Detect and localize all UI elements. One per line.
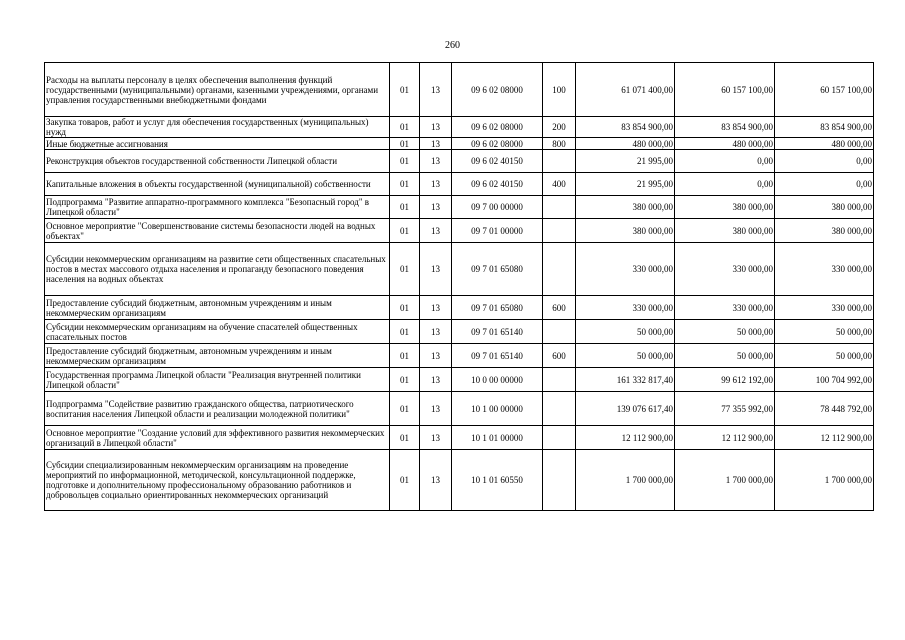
amount-year-2-cell: 12 112 900,00: [675, 426, 775, 450]
expense-type-cell: 800: [543, 138, 576, 150]
amount-year-3-cell: 0,00: [775, 173, 874, 196]
section-code-cell: 01: [390, 138, 420, 150]
expense-type-cell: [543, 196, 576, 219]
section-code-cell: 01: [390, 117, 420, 138]
section-code-cell: 01: [390, 450, 420, 511]
target-article-cell: 09 7 01 65080: [452, 243, 543, 296]
amount-year-3-cell: 83 854 900,00: [775, 117, 874, 138]
expense-type-cell: [543, 320, 576, 344]
subsection-code-cell: 13: [420, 426, 452, 450]
page-number: 260: [445, 40, 460, 51]
amount-year-1-cell: 12 112 900,00: [576, 426, 675, 450]
amount-year-3-cell: 330 000,00: [775, 243, 874, 296]
subsection-code-cell: 13: [420, 138, 452, 150]
expense-type-cell: [543, 368, 576, 392]
section-code-cell: 01: [390, 196, 420, 219]
section-code-cell: 01: [390, 368, 420, 392]
amount-year-1-cell: 50 000,00: [576, 320, 675, 344]
table-row: [45, 63, 874, 117]
amount-year-1-cell: 139 076 617,40: [576, 392, 675, 426]
amount-year-1-cell: 330 000,00: [576, 296, 675, 320]
amount-year-3-cell: 480 000,00: [775, 138, 874, 150]
expense-type-cell: [543, 219, 576, 243]
amount-year-1-cell: 21 995,00: [576, 150, 675, 173]
amount-year-3-cell: 12 112 900,00: [775, 426, 874, 450]
table-row: [45, 450, 874, 511]
subsection-code-cell: 13: [420, 63, 452, 117]
table-row: [45, 344, 874, 368]
subsection-code-cell: 13: [420, 243, 452, 296]
amount-year-2-cell: 0,00: [675, 173, 775, 196]
table-row: [45, 320, 874, 344]
expense-name-cell: Субсидии некоммерческим организациям на обучение спасателей общественных спасательных постов: [45, 320, 390, 344]
target-article-cell: 09 7 01 65140: [452, 344, 543, 368]
target-article-cell: 09 7 01 65140: [452, 320, 543, 344]
amount-year-1-cell: 330 000,00: [576, 243, 675, 296]
expense-name-cell: Субсидии специализированным некоммерческим организациям на проведение мероприятий по информационной, методической, консультационной поддержке, подготовке и дополнительному профессиональному образованию работников и добровольцев социально ориентированных некоммерческих организаций: [45, 450, 390, 511]
amount-year-2-cell: 99 612 192,00: [675, 368, 775, 392]
expense-name-cell: Субсидии некоммерческим организациям на развитие сети общественных спасательных постов в местах массового отдыха населения и пропаганду безопасного поведения населения на водных объектах: [45, 243, 390, 296]
section-code-cell: 01: [390, 63, 420, 117]
expense-type-cell: 600: [543, 344, 576, 368]
target-article-cell: 09 6 02 08000: [452, 138, 543, 150]
section-code-cell: 01: [390, 173, 420, 196]
table-row: [45, 196, 874, 219]
subsection-code-cell: 13: [420, 368, 452, 392]
subsection-code-cell: 13: [420, 117, 452, 138]
amount-year-2-cell: 50 000,00: [675, 344, 775, 368]
target-article-cell: 10 0 00 00000: [452, 368, 543, 392]
expense-type-cell: [543, 243, 576, 296]
expense-name-cell: Подпрограмма "Развитие аппаратно-программного комплекса "Безопасный город" в Липецкой области": [45, 196, 390, 219]
amount-year-3-cell: 0,00: [775, 150, 874, 173]
amount-year-3-cell: 330 000,00: [775, 296, 874, 320]
table-row: [45, 392, 874, 426]
expense-name-cell: Государственная программа Липецкой области "Реализация внутренней политики Липецкой области": [45, 368, 390, 392]
expense-type-cell: [543, 426, 576, 450]
target-article-cell: 09 7 00 00000: [452, 196, 543, 219]
amount-year-3-cell: 1 700 000,00: [775, 450, 874, 511]
amount-year-1-cell: 380 000,00: [576, 219, 675, 243]
section-code-cell: 01: [390, 243, 420, 296]
amount-year-2-cell: 60 157 100,00: [675, 63, 775, 117]
amount-year-2-cell: 50 000,00: [675, 320, 775, 344]
table-row: [45, 296, 874, 320]
section-code-cell: 01: [390, 320, 420, 344]
subsection-code-cell: 13: [420, 320, 452, 344]
expense-type-cell: 200: [543, 117, 576, 138]
amount-year-3-cell: 50 000,00: [775, 344, 874, 368]
table-row: [45, 173, 874, 196]
section-code-cell: 01: [390, 219, 420, 243]
section-code-cell: 01: [390, 426, 420, 450]
target-article-cell: 09 6 02 08000: [452, 63, 543, 117]
expense-type-cell: [543, 150, 576, 173]
target-article-cell: 09 6 02 40150: [452, 150, 543, 173]
target-article-cell: 09 7 01 00000: [452, 219, 543, 243]
target-article-cell: 09 6 02 08000: [452, 117, 543, 138]
amount-year-1-cell: 480 000,00: [576, 138, 675, 150]
amount-year-1-cell: 1 700 000,00: [576, 450, 675, 511]
subsection-code-cell: 13: [420, 196, 452, 219]
amount-year-2-cell: 330 000,00: [675, 243, 775, 296]
subsection-code-cell: 13: [420, 296, 452, 320]
amount-year-3-cell: 100 704 992,00: [775, 368, 874, 392]
amount-year-1-cell: 161 332 817,40: [576, 368, 675, 392]
target-article-cell: 09 7 01 65080: [452, 296, 543, 320]
subsection-code-cell: 13: [420, 450, 452, 511]
section-code-cell: 01: [390, 296, 420, 320]
target-article-cell: 10 1 01 60550: [452, 450, 543, 511]
section-code-cell: 01: [390, 150, 420, 173]
amount-year-2-cell: 380 000,00: [675, 196, 775, 219]
table-row: [45, 150, 874, 173]
expense-name-cell: Закупка товаров, работ и услуг для обеспечения государственных (муниципальных) нужд: [45, 117, 390, 138]
amount-year-2-cell: 1 700 000,00: [675, 450, 775, 511]
amount-year-3-cell: 78 448 792,00: [775, 392, 874, 426]
expense-type-cell: 400: [543, 173, 576, 196]
expense-name-cell: Капитальные вложения в объекты государственной (муниципальной) собственности: [45, 173, 390, 196]
expense-type-cell: 100: [543, 63, 576, 117]
amount-year-2-cell: 83 854 900,00: [675, 117, 775, 138]
amount-year-3-cell: 50 000,00: [775, 320, 874, 344]
amount-year-1-cell: 61 071 400,00: [576, 63, 675, 117]
amount-year-2-cell: 380 000,00: [675, 219, 775, 243]
target-article-cell: 10 1 01 00000: [452, 426, 543, 450]
expense-name-cell: Подпрограмма "Содействие развитию гражданского общества, патриотического воспитания населения Липецкой области и реализации молодежной политики": [45, 392, 390, 426]
amount-year-1-cell: 21 995,00: [576, 173, 675, 196]
expense-type-cell: 600: [543, 296, 576, 320]
expense-type-cell: [543, 450, 576, 511]
budget-table: [44, 62, 874, 511]
table-row: [45, 243, 874, 296]
expense-name-cell: Реконструкция объектов государственной собственности Липецкой области: [45, 150, 390, 173]
table-row: [45, 426, 874, 450]
amount-year-2-cell: 77 355 992,00: [675, 392, 775, 426]
section-code-cell: 01: [390, 392, 420, 426]
table-row: [45, 138, 874, 150]
amount-year-3-cell: 380 000,00: [775, 196, 874, 219]
expense-name-cell: Иные бюджетные ассигнования: [45, 138, 390, 150]
expense-name-cell: Основное мероприятие "Совершенствование системы безопасности людей на водных объектах": [45, 219, 390, 243]
amount-year-1-cell: 83 854 900,00: [576, 117, 675, 138]
target-article-cell: 10 1 00 00000: [452, 392, 543, 426]
subsection-code-cell: 13: [420, 344, 452, 368]
amount-year-1-cell: 50 000,00: [576, 344, 675, 368]
section-code-cell: 01: [390, 344, 420, 368]
amount-year-2-cell: 480 000,00: [675, 138, 775, 150]
expense-name-cell: Основное мероприятие "Создание условий для эффективного развития некоммерческих организаций в Липецкой области": [45, 426, 390, 450]
subsection-code-cell: 13: [420, 173, 452, 196]
amount-year-1-cell: 380 000,00: [576, 196, 675, 219]
amount-year-3-cell: 380 000,00: [775, 219, 874, 243]
amount-year-2-cell: 0,00: [675, 150, 775, 173]
table-row: [45, 219, 874, 243]
subsection-code-cell: 13: [420, 392, 452, 426]
table-row: [45, 117, 874, 138]
expense-name-cell: Предоставление субсидий бюджетным, автономным учреждениям и иным некоммерческим организациям: [45, 296, 390, 320]
target-article-cell: 09 6 02 40150: [452, 173, 543, 196]
amount-year-3-cell: 60 157 100,00: [775, 63, 874, 117]
table-row: [45, 368, 874, 392]
subsection-code-cell: 13: [420, 150, 452, 173]
expense-type-cell: [543, 392, 576, 426]
expense-name-cell: Предоставление субсидий бюджетным, автономным учреждениям и иным некоммерческим организациям: [45, 344, 390, 368]
amount-year-2-cell: 330 000,00: [675, 296, 775, 320]
subsection-code-cell: 13: [420, 219, 452, 243]
expense-name-cell: Расходы на выплаты персоналу в целях обеспечения выполнения функций государственными (муниципальными) органами, казенными учреждениями, органами управления государственными внебюджетными фондами: [45, 63, 390, 117]
